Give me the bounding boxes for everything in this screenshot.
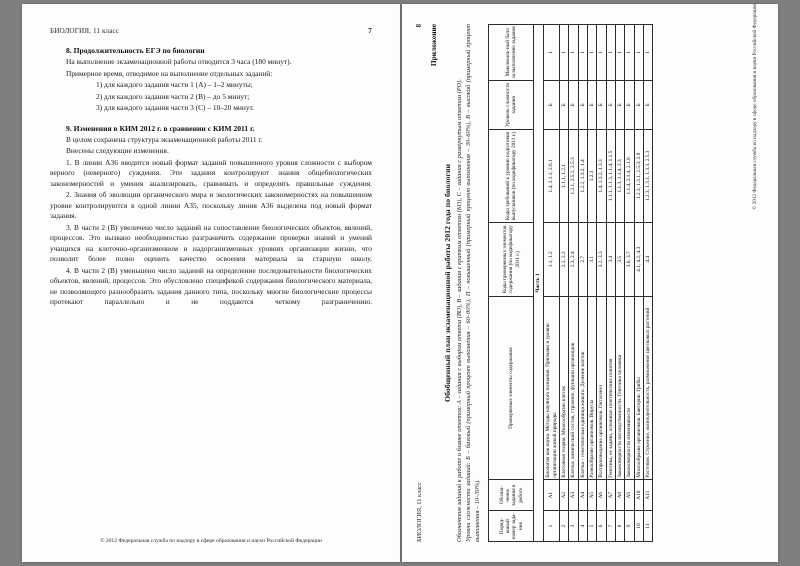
row-difficulty: Б [544,80,560,129]
row-designation: А11 [643,480,652,511]
table-row [597,25,606,542]
plan-table-body [534,25,653,542]
row-number: 9 [625,511,634,542]
plan-notes [456,24,482,542]
row-designation: А9 [625,480,634,511]
row-designation: А4 [578,480,587,511]
row-difficulty: Б [587,80,596,129]
row-designation: А2 [559,480,568,511]
header-max-score: Максималь-ный балл за выполнение задания [489,25,534,81]
section-spacer [50,115,372,124]
row-elements: Закономерности изменчивости [625,296,634,479]
row-max-score: 1 [559,25,568,81]
row-max-score: 1 [643,25,652,81]
row-designation: А7 [606,480,615,511]
section-9-paragraph-2: Внесены следующие изменения. [66,146,169,156]
row-number: 1 [544,511,560,542]
section-9-item-4: 4. В части 2 (В) уменьшено число заданий на определение последовательности биологических объектов, явлений, процессов. Это обусловлено спецификой содержания биологического материала, не позволяющего разнообразить задания данного типа, поскольку многие биологические процессы протекают параллельно и не поддаются четкому разграничению. [50,265,372,307]
table-row [569,25,578,542]
row-max-score: 1 [606,25,615,81]
table-row [578,25,587,542]
row-designation: А8 [615,480,624,511]
row-requirement-codes: 1.1.1, 1.2.1 [559,130,568,223]
part-label: Часть 1 [534,25,544,542]
row-elements: Воспроизведение организмов. Онтогенез [597,296,606,479]
row-requirement-codes: 1.4, 2.1.1, 2.6.1 [544,130,560,223]
table-row [625,25,634,542]
section-8-item-2: 2) для каждого задания части 2 (В) – до 5 минут; [96,91,250,101]
row-content-codes: 3.4 [606,222,615,296]
row-max-score: 1 [625,25,634,81]
right-page-rotated-canvas [402,4,778,562]
section-8-heading: 8. Продолжительность ЕГЭ по биологии [66,46,205,55]
row-number: 11 [643,511,652,542]
section-8-item-1: 1) для каждого задания части 1 (А) – 1–2 минуты; [96,80,253,90]
header-designation: Обозна-чение задания в работе [489,480,534,511]
row-designation: А5 [587,480,596,511]
row-elements: Клеточная теория. Многообразие клеток [559,296,568,479]
row-max-score: 1 [569,25,578,81]
row-elements: Закономерности наследственности. Генетика человека [615,296,624,479]
row-difficulty: Б [634,80,643,129]
row-elements: Многообразие организмов. Бактерии. Грибы [634,296,643,479]
row-elements: Генетика, ее задачи, основные генетические понятия [606,296,615,479]
row-content-codes: 4.4 [643,222,652,296]
plan-table-header-row [489,25,534,542]
row-number: 2 [559,511,568,542]
row-max-score: 1 [587,25,596,81]
right-page-number: 8 [416,24,423,28]
row-content-codes: 3.1 [587,222,596,296]
row-difficulty: Б [606,80,615,129]
row-max-score: 1 [544,25,560,81]
left-page-content [50,26,372,540]
row-number: 6 [597,511,606,542]
right-running-head [416,24,423,542]
row-requirement-codes: 1.1.3, 1.1.4, 2.3 [615,130,624,223]
header-elements: Проверяемые элементы содержания [489,296,534,479]
row-elements: Биология как наука. Методы научного познания. Признаки и уровни организации живой природы [544,296,560,479]
row-requirement-codes: 1.1.1, 1.1.3, 1.1.4, 1.1.5 [606,130,615,223]
right-running-head-title: БИОЛОГИЯ, 11 класс [416,482,423,542]
row-requirement-codes: 1.2.1, 2.5.1, 2.5.3 [569,130,578,223]
row-number: 10 [634,511,643,542]
section-9-heading: 9. Изменения в КИМ 2012 г. в сравнении с КИМ 2011 г. [66,123,255,133]
plan-table-head [489,25,534,542]
row-difficulty: Б [569,80,578,129]
left-running-head [50,26,372,35]
row-elements: Разнообразие организмов. Вирусы [587,296,596,479]
section-8-paragraph-1: На выполнение экзаменационной работы отводится 3 часа (180 минут). [66,57,292,66]
left-page-footer: © 2012 Федеральная служба по надзору в сфере образования и науки Российской Федерации [100,538,322,544]
table-row [559,25,568,542]
row-content-codes: 4.1, 4.2, 4.3 [634,222,643,296]
row-designation: А6 [597,480,606,511]
section-9-item-1: 1. В линии А36 вводится новый формат заданий повышенного уровня сложности с выбором верного (неверного) суждения. Эти задания контролируют знания общебиологических закономерностей и умения анализировать, сравнивать и определять правильные суждения. [50,157,372,188]
header-number: Поряд-ковый номер зада-ния [489,511,534,542]
left-page-number: 7 [368,26,372,35]
row-requirement-codes: 1.4, 1.3.2, 1.3.3 [597,130,606,223]
plan-note-designations: Обозначения заданий в работе и бланке ответов: А – задания с выбором ответа (ВО), В – задания с кратким ответом (КО), С – задания с развернутым ответом (РО). [456,79,463,542]
left-running-head-title: БИОЛОГИЯ, 11 класс [50,27,120,35]
row-number: 4 [578,511,587,542]
table-row [615,25,624,542]
row-requirement-codes: 1.1.4, 2.1.4, 2.1.8 [625,130,634,223]
row-requirement-codes: 1.2.2, 1.3.2, 1.4 [578,130,587,223]
row-max-score: 1 [578,25,587,81]
plan-note-levels: Уровни сложности заданий: Б – базовый (примерный процент выполнения – 60–90%), П – повышенный (примерный процент выполнения – 30–60%), В – высокий (примерный процент выполнения – 10–30%). [464,24,481,542]
section-9-item-3: 3. В части 2 (В) увеличено число заданий на сопоставление биологических объектов, явлений, процессов. Это вызвано необходимостью разграничить содержание проверки знаний и умений учащихся на клеточно-организменном и надорганизменных уровнях организации жизни, что позволит более полно оценить качество освоения материала за старшую школу. [50,222,372,264]
row-content-codes: 2.3, 2.4 [569,222,578,296]
plan-title: Обобщенный план экзаменационной работы 2012 года по биологии [443,164,452,402]
section-8-item-3: 3) для каждого задания части 3 (С) – 10–20 минут. [96,103,255,113]
plan-table [488,24,653,542]
section-8-paragraph-2: Примерное время, отводимое на выполнение отдельных заданий: [66,68,273,78]
header-difficulty: Уровень сложности задания [489,80,534,129]
row-requirement-codes: 1.2.3, 1.3.1, 1.3.3, 2.5.3 [643,130,652,223]
appendix-label: Приложение [429,24,438,67]
row-number: 7 [606,511,615,542]
plan-table-part-row [534,25,544,542]
row-designation: А10 [634,480,643,511]
row-elements: Клетка – генетическая единица живого. Деление клеток [578,296,587,479]
table-row [634,25,643,542]
row-difficulty: Б [625,80,634,129]
row-max-score: 1 [597,25,606,81]
row-number: 8 [615,511,624,542]
left-page [22,4,400,562]
table-row [587,25,596,542]
header-requirement-codes: Коды требований к уровню подготовки выпускников (по кодификатору 2011 г.) [489,130,534,223]
row-content-codes: 2.1, 2.2 [559,222,568,296]
row-requirement-codes: 1.2.3 [587,130,596,223]
row-designation: А3 [569,480,578,511]
row-elements: Клетка: химический состав, строение, функции органоидов [569,296,578,479]
row-difficulty: Б [597,80,606,129]
row-difficulty: Б [578,80,587,129]
row-requirement-codes: 1.2.3, 1.3.1, 2.5.3, 2.8 [634,130,643,223]
row-elements: Растения. Строение, жизнедеятельность, размножение цветковых растений [643,296,652,479]
row-content-codes: 1.1, 1.2 [544,222,560,296]
row-difficulty: Б [559,80,568,129]
section-9-paragraph-1: В целом сохранена структура экзаменационной работы 2011 г. [66,134,263,144]
table-row [643,25,652,542]
row-number: 3 [569,511,578,542]
row-content-codes: 3.2, 3.3 [597,222,606,296]
table-row [606,25,615,542]
row-content-codes: 3.5 [615,222,624,296]
row-content-codes: 3.6, 3.7 [625,222,634,296]
row-max-score: 1 [634,25,643,81]
right-page-content [416,4,764,542]
section-9-item-2: 2. Знания об эволюции органического мира и экологических закономерностях на повышенном уровне контролируются в одной линии А35, поскольку линия А36 выделена под новый формат задания. [50,190,372,221]
row-content-codes: 2.7 [578,222,587,296]
row-difficulty: Б [615,80,624,129]
row-difficulty: Б [643,80,652,129]
table-row [544,25,560,542]
right-page-footer: © 2012 Федеральная служба по надзору в сфере образования и науки Российской Федерации [752,4,758,210]
row-number: 5 [587,511,596,542]
header-content-codes: Коды проверяемых элементов содержания (по кодификатору 2011 г.) [489,222,534,296]
right-page [402,4,778,562]
row-designation: А1 [544,480,560,511]
row-max-score: 1 [615,25,624,81]
